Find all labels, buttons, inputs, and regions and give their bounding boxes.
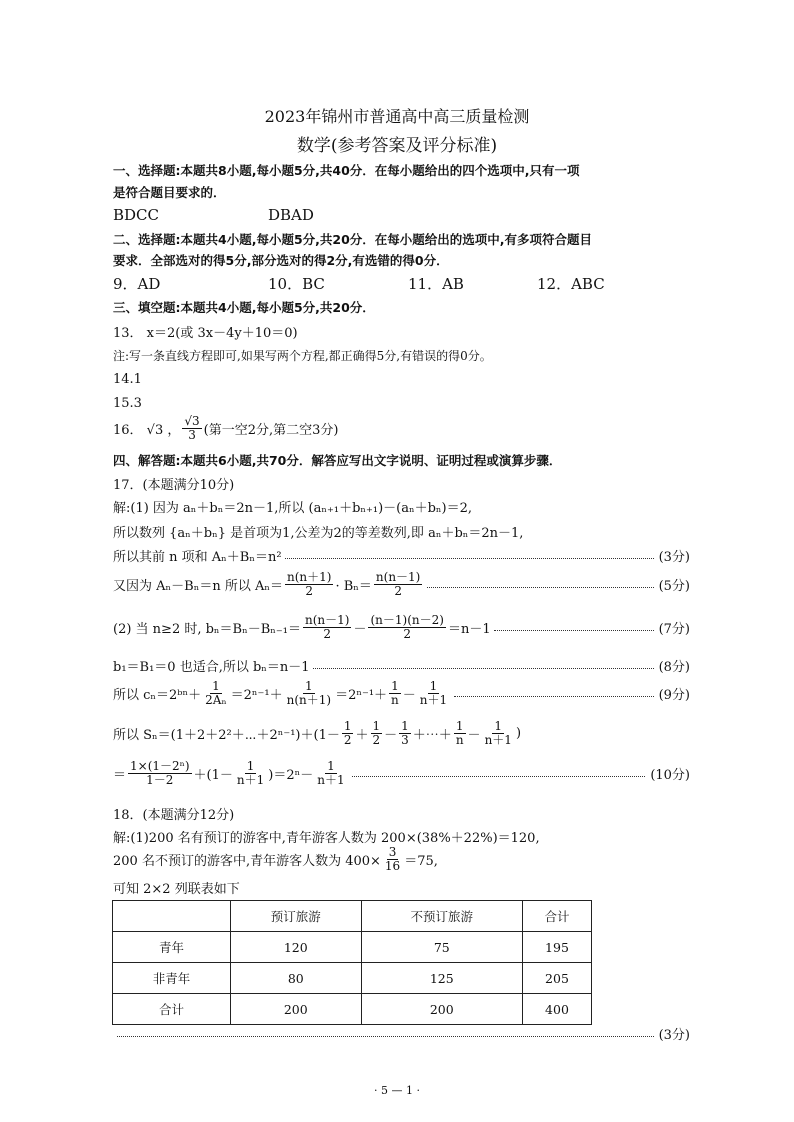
table-cell: 75 — [361, 932, 522, 963]
answer-q10: 10．BC — [268, 275, 325, 293]
answer-q9: 9．AD — [113, 275, 161, 293]
part2-heading: 二、选择题:本题共4小题,每小题5分,共20分．在每小题给出的选项中,有多项符合题目 — [113, 232, 593, 247]
score-q18-3: (3分) — [658, 1028, 690, 1043]
table-cell: 120 — [231, 932, 362, 963]
table-header-row — [113, 901, 592, 932]
part1-answers-b: DBAD — [268, 206, 314, 224]
table-cell: 合计 — [113, 994, 231, 1025]
q17-title: 17．(本题满分10分) — [113, 478, 235, 493]
table-row — [113, 932, 592, 963]
table-cell: 非青年 — [113, 963, 231, 994]
answer-q11: 11．AB — [408, 275, 464, 293]
q18-line3: 可知 2×2 列联表如下 — [113, 882, 240, 897]
score-8: (8分) — [658, 660, 690, 675]
part4-heading: 四、解答题:本题共6小题,共70分．解答应写出文字说明、证明过程或演算步骤． — [113, 453, 562, 468]
answer-q13: 13． x＝2(或 3x－4y＋10＝0) — [113, 326, 298, 341]
table-cell: 青年 — [113, 932, 231, 963]
doc-title: 2023年锦州市普通高中高三质量检测 — [264, 107, 530, 126]
q17-line3: 所以其前 n 项和 Aₙ＋Bₙ＝n² (3分) — [113, 546, 690, 565]
part1-heading-cont: 是符合题目要求的． — [113, 185, 226, 200]
q17-line1: 解:(1) 因为 aₙ＋bₙ＝2n－1,所以 (aₙ₊₁＋bₙ₊₁)－(aₙ＋bₙ)＝2, — [113, 501, 473, 516]
contingency-table — [112, 900, 592, 1025]
part2-heading-cont: 要求．全部选对的得5分,部分选对的得2分,有选错的得0分． — [113, 253, 449, 268]
score-7: (7分) — [658, 621, 690, 637]
table-cell: 205 — [522, 963, 591, 994]
q18-line2: 200 名不预订的游客中,青年游客人数为 400× $\frac{3}{16}$ ＝75, — [113, 845, 438, 873]
score-5: (5分) — [658, 578, 690, 594]
table-cell: 400 — [522, 994, 591, 1025]
part1-heading: 一、选择题:本题共8小题,每小题5分,共40分．在每小题给出的四个选项中,只有一项 — [113, 163, 580, 178]
table-cell: 80 — [231, 963, 362, 994]
q17-line6: b₁＝B₁＝0 也适合,所以 bₙ＝n－1 (8分) — [113, 656, 690, 675]
q13-note: 注:写一条直线方程即可,如果写两个方程,都正确得5分,有错误的得0分。 — [113, 349, 492, 363]
q18-title: 18．(本题满分12分) — [113, 808, 235, 823]
q17-line8: 所以 Sₙ＝(1＋2＋2²＋⋯＋2ⁿ⁻¹)＋(1－ $\frac{1}{2}$ ＋ $\frac{1}{2}$ － $\frac{1}{3}$ ＋⋯＋ $\frac{1}{n}$ － $\frac{1}{n+1}$ ) — [113, 719, 522, 747]
q17-line2: 所以数列 {aₙ＋bₙ} 是首项为1,公差为2的等差数列,即 aₙ＋bₙ＝2n－1, — [113, 526, 524, 541]
part3-heading: 三、填空题:本题共4小题,每小题5分,共20分． — [113, 300, 375, 315]
table-header-cell: 合计 — [522, 901, 591, 932]
q18-score-line — [113, 1024, 690, 1043]
q17-line5: (2) 当 n≥2 时, bₙ＝Bₙ－Bₙ₋₁＝ $\frac{n(n-1)}{2}$ － $\frac{(n-1)(n-2)}{2}$ ＝n－1 (7分) — [113, 613, 690, 641]
score-10: (10分) — [650, 767, 690, 783]
table-cell: 195 — [522, 932, 591, 963]
q17-line4: 又因为 Aₙ－Bₙ＝n 所以 Aₙ＝ $\frac{n(n+1)}{2}$ · Bₙ＝ $\frac{n(n-1)}{2}$ (5分) — [113, 570, 690, 598]
q16-first: 16． √3 ， — [113, 422, 181, 438]
table-header-cell: 不预订旅游 — [361, 901, 522, 932]
table-cell: 125 — [361, 963, 522, 994]
answer-q16 — [113, 415, 338, 441]
table-cell: 200 — [361, 994, 522, 1025]
score-9: (9分) — [658, 687, 690, 703]
table-header-cell: 预订旅游 — [231, 901, 362, 932]
table-header-cell — [113, 901, 231, 932]
table-row — [113, 963, 592, 994]
answer-q12: 12．ABC — [537, 275, 605, 293]
q17-line9: ＝ $\frac{\text{1×(1－2ⁿ)}}{1-2}$ ＋(1－ $\frac{1}{n+1}$ )＝2ⁿ－ $\frac{1}{n+1}$ (10分) — [113, 759, 690, 787]
answer-q14: 14.1 — [113, 372, 142, 387]
answer-q15: 15.3 — [113, 396, 142, 411]
table-row — [113, 994, 592, 1025]
table-cell: 200 — [231, 994, 362, 1025]
q18-line1: 解:(1)200 名有预订的游客中,青年游客人数为 200×(38%＋22%)＝120, — [113, 831, 540, 846]
q16-scoring: (第一空2分,第二空3分) — [203, 422, 339, 438]
q16-fraction: $\frac{√3}{3}$ — [184, 414, 200, 442]
page-number: · 5 — 1 · — [374, 1084, 420, 1097]
score-3: (3分) — [658, 550, 690, 565]
doc-subtitle: 数学(参考答案及评分标准) — [296, 136, 498, 156]
part1-answers-a: BDCC — [113, 206, 160, 224]
q17-line7: 所以 cₙ＝2ᵇⁿ＋ $\frac{1}{\text{2Aₙ}}$ ＝2ⁿ⁻¹＋ $\frac{1}{n(n+1)}$ ＝2ⁿ⁻¹＋ $\frac{1}{n}$ － $\frac{1}{n+1}$ (9分) — [113, 679, 690, 707]
